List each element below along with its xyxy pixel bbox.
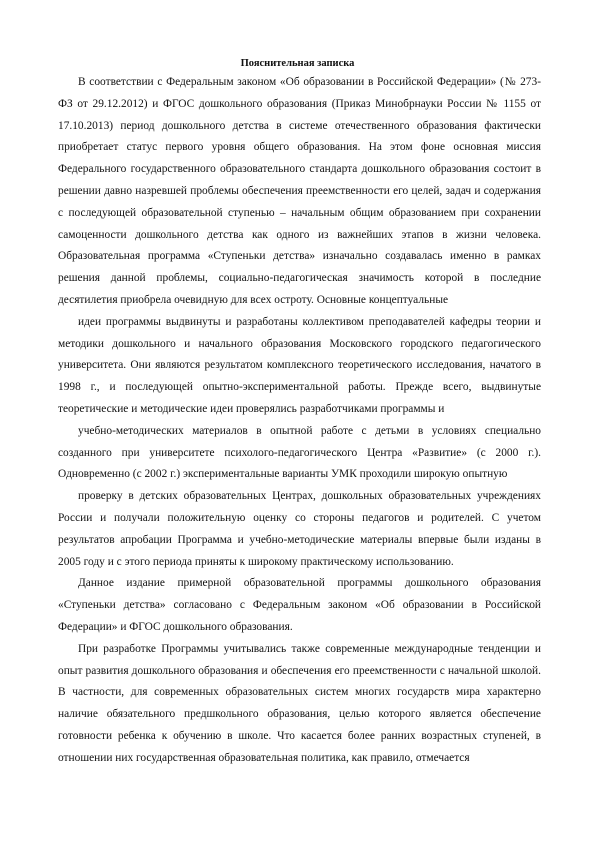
- paragraph: В соответствии с Федеральным законом «Об образовании в Российской Федерации» (№ 273-ФЗ от 29.12.2012) и ФГОС дошкольного образования (Приказ Минобрнауки России № 1155 от 17.10.2013) период дошкольного детства в системе отечественного образования фактически приобретает статус первого уровня общего образования. На этом фоне основная миссия Федерального государственного образовательного стандарта дошкольного образования состоит в решении давно назревшей проблемы обеспечения преемственности его целей, задач и содержания с последующей образовательной ступенью – начальным общим образованием при сохранении самоценности дошкольного детства как одного из важнейших этапов в жизни человека. Образовательная программа «Ступеньки детства» изначально создавалась именно в рамках решения данной проблемы, социально-педагогическая значимость которой в последние десятилетия приобрела очевидную для всех остроту. Основные концептуальные: [58, 76, 541, 306]
- paragraph: Данное издание примерной образовательной программы дошкольного образования «Ступеньки детства» согласовано с Федеральным законом «Об образовании в Российской Федерации» и ФГОС дошкольного образования.: [58, 577, 541, 633]
- paragraph: идеи программы выдвинуты и разработаны коллективом преподавателей кафедры теории и методики дошкольного и начального образования Московского городского педагогического университета. Они являются результатом комплексного теоретического исследования, начатого в 1998 г., и последующей опытно-экспериментальной работы. Прежде всего, выдвинутые теоретические и методические идеи проверялись разработчиками программы и: [58, 315, 541, 415]
- paragraph: При разработке Программы учитывались также современные международные тенденции и опыт развития дошкольного образования и обеспечения его преемственности с начальной школой. В частности, для современных образовательных систем многих государств мира характерно наличие обязательного предшкольного образования, целью которого является обеспечение готовности ребенка к обучению в школе. Что касается более ранних возрастных ступеней, в отношении них государственная образовательная политика, как правило, отмечается: [58, 642, 541, 764]
- document-body: [58, 72, 541, 770]
- document-title: Пояснительная записка: [240, 58, 355, 69]
- paragraph: учебно-методических материалов в опытной работе с детьми в условиях специально созданного при университете психолого-педагогического Центра «Развитие» (с 2000 г.). Одновременно (с 2002 г.) экспериментальные варианты УМК проходили широкую опытную: [58, 424, 541, 481]
- paragraph: проверку в детских образовательных Центрах, дошкольных образовательных учреждениях России и получали положительную оценку со стороны педагогов и родителей. С учетом результатов апробации Программа и учебно-методические материалы впервые были изданы в 2005 году и с этого периода приняты к широкому практическому использованию.: [58, 490, 541, 568]
